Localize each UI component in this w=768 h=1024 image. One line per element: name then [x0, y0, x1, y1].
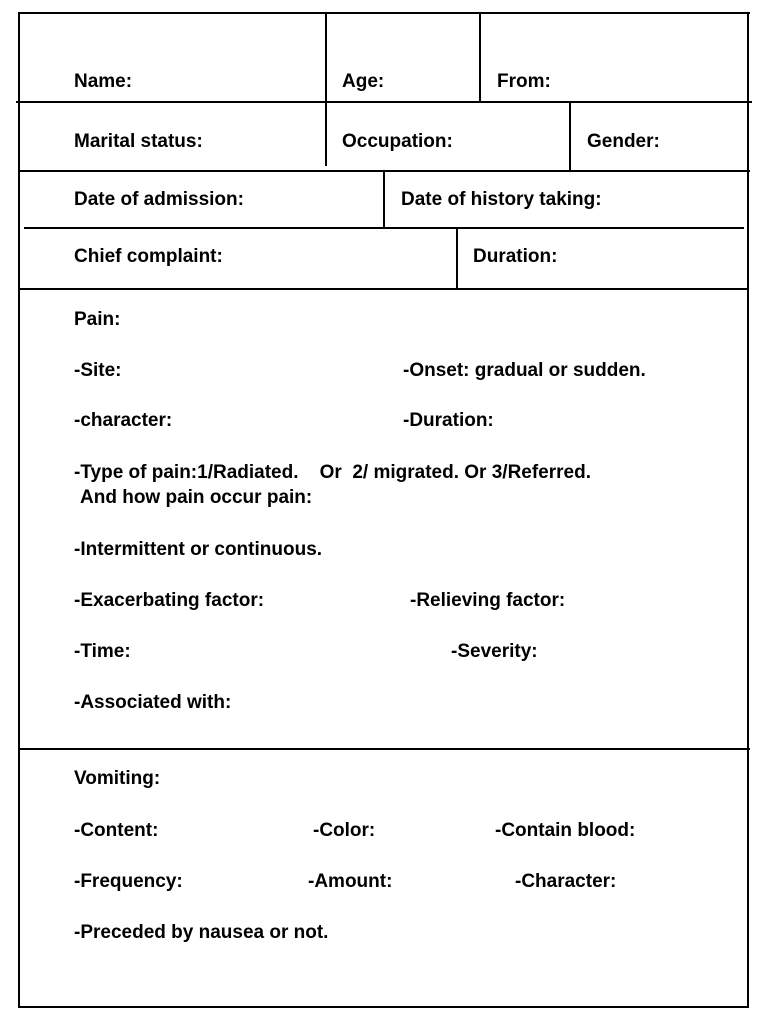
- vomiting-frequency: -Frequency:: [74, 871, 183, 892]
- from-label: From:: [497, 71, 551, 92]
- date-of-admission-label: Date of admission:: [74, 189, 244, 210]
- occupation-label: Occupation:: [342, 131, 453, 152]
- vomiting-nausea: -Preceded by nausea or not.: [74, 922, 329, 943]
- pain-site: -Site:: [74, 360, 122, 381]
- vomiting-heading: Vomiting:: [74, 768, 161, 789]
- vomiting-contain-blood: -Contain blood:: [495, 820, 636, 841]
- name-label: Name:: [74, 71, 133, 92]
- pain-type-line1: -Type of pain:1/Radiated. Or 2/ migrated. Or 3/Referred.: [74, 462, 591, 483]
- occupation-gender-divider: [569, 101, 571, 171]
- pain-severity: -Severity:: [451, 641, 538, 662]
- age-label: Age:: [342, 71, 385, 92]
- name-age-divider: [325, 12, 327, 102]
- pain-section-divider: [18, 748, 750, 750]
- bottom-border: [18, 1006, 749, 1008]
- pain-associated: -Associated with:: [74, 692, 232, 713]
- marital-occupation-divider: [325, 101, 327, 166]
- gender-label: Gender:: [587, 131, 660, 152]
- pain-onset: -Onset: gradual or sudden.: [403, 360, 646, 381]
- pain-intermittent: -Intermittent or continuous.: [74, 539, 323, 560]
- duration-label: Duration:: [473, 246, 558, 267]
- age-from-divider: [479, 12, 481, 102]
- admission-history-divider: [383, 170, 385, 228]
- vomiting-content: -Content:: [74, 820, 159, 841]
- row1-divider: [16, 101, 752, 103]
- row4-divider: [20, 288, 748, 290]
- pain-character: -character:: [74, 410, 173, 431]
- date-of-history-label: Date of history taking:: [401, 189, 602, 210]
- pain-exacerbating: -Exacerbating factor:: [74, 590, 265, 611]
- top-border: [18, 12, 750, 14]
- pain-heading: Pain:: [74, 309, 121, 330]
- complaint-duration-divider: [456, 227, 458, 289]
- left-border: [18, 12, 20, 1008]
- vomiting-character: -Character:: [515, 871, 617, 892]
- vomiting-color: -Color:: [313, 820, 376, 841]
- chief-complaint-label: Chief complaint:: [74, 246, 223, 267]
- vomiting-amount: -Amount:: [308, 871, 393, 892]
- pain-relieving: -Relieving factor:: [410, 590, 566, 611]
- pain-time: -Time:: [74, 641, 131, 662]
- marital-status-label: Marital status:: [74, 131, 203, 152]
- pain-type-line2: And how pain occur pain:: [80, 487, 313, 508]
- pain-duration: -Duration:: [403, 410, 494, 431]
- right-border: [747, 12, 749, 1008]
- row2-divider: [20, 170, 750, 172]
